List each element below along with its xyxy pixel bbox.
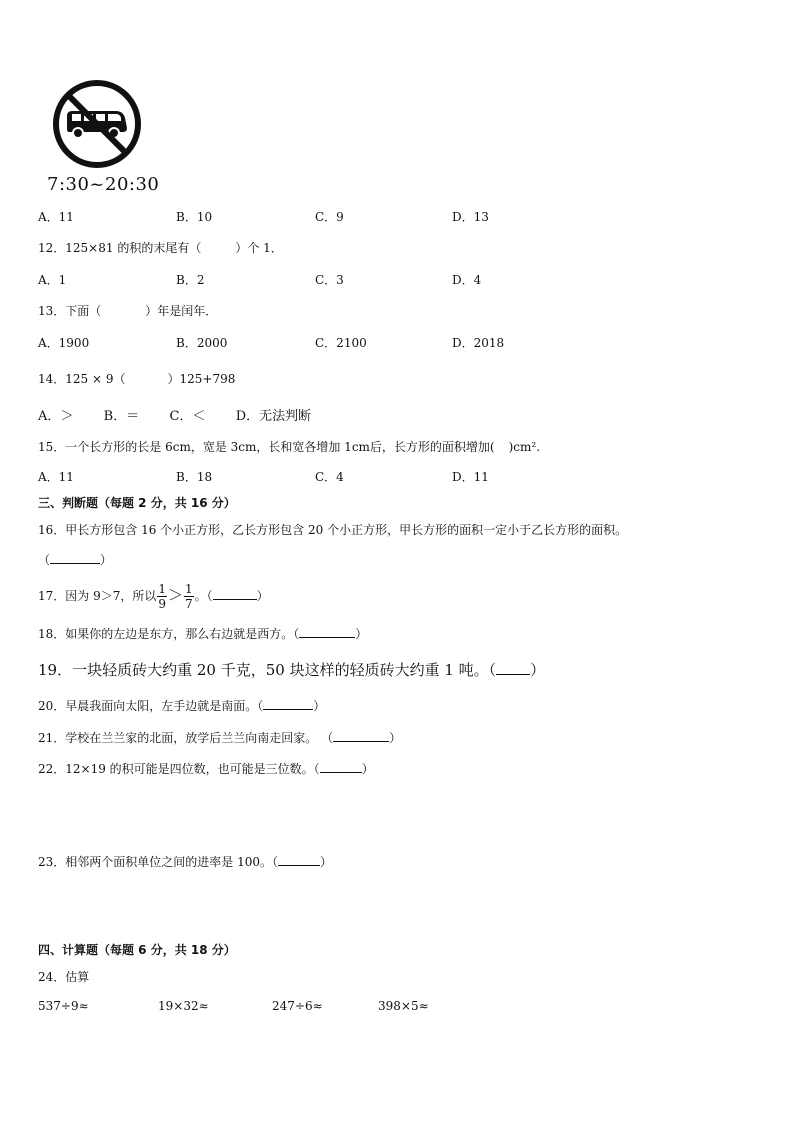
q12-stem [38,239,283,256]
q15-option-c[interactable]: C．4 [315,470,344,484]
q17-gt: ＞ [168,586,184,604]
q15-stem [38,438,540,455]
q22-before: 22．12×19 的积可能是四位数，也可能是三位数。（ [38,762,320,776]
q22-close: ） [361,762,374,776]
q23-blank[interactable] [278,853,320,866]
q21-close: ） [389,731,402,745]
q12-options [38,271,758,289]
q21-stem [38,729,401,746]
q17-frac2-num: 1 [185,582,193,596]
q17-fraction-1 [157,582,167,611]
q14-stem-before: 14．125 × 9（ [38,372,126,386]
q24-title: 24．估算 [38,970,90,984]
q11-options [38,208,758,226]
q11-option-b[interactable]: B．10 [176,210,213,224]
q23-close: ） [320,855,333,869]
q23-stem [38,853,332,870]
section-3-title: 三、判断题（每题 2 分，共 16 分） [38,496,236,510]
q18-before: 18．如果你的左边是东方，那么右边就是西方。（ [38,627,300,641]
q19-before: 19．一块轻质砖大约重 20 千克，50 块这样的轻质砖大约重 1 吨。（ [38,661,497,679]
q13-option-c[interactable]: C．2100 [315,336,367,350]
q12-stem-after: ）个 1． [235,241,283,255]
q16-answer [38,551,112,568]
q17-frac2-den: 7 [185,597,193,611]
q15-stem-after: )cm². [508,440,541,454]
q16-paren-close: ） [100,553,113,567]
q11-option-d[interactable]: D．13 [452,210,489,224]
no-bus-sign [50,80,146,175]
q20-stem [38,697,325,714]
q24-item-1[interactable]: 537÷9≈ [38,999,89,1013]
q19-close: ） [530,661,546,679]
q16-blank[interactable] [50,551,100,564]
q13-stem [38,302,217,319]
q12-option-b[interactable]: B．2 [176,273,205,287]
q14-option-d[interactable]: D．无法判断 [235,409,312,424]
q14-stem [38,370,235,387]
q22-stem [38,760,374,777]
q24-item-3[interactable]: 247÷6≈ [272,999,323,1013]
q24-item-4[interactable]: 398×5≈ [378,999,429,1013]
q17-close: ） [256,589,269,603]
q16-paren-open: （ [38,553,51,567]
q15-stem-before: 15．一个长方形的长是 6cm，宽是 3cm，长和宽各增加 1cm后，长方形的面积增加( [38,440,495,454]
q21-blank[interactable] [333,729,389,742]
q20-close: ） [313,699,326,713]
q17-before: 17．因为 9＞7，所以 [38,589,157,603]
q15-option-a[interactable]: A．11 [38,470,74,484]
q19-blank[interactable] [496,660,530,675]
q17-frac1-num: 1 [158,582,166,596]
q13-stem-before: 13．下面（ [38,304,102,318]
q13-stem-after: ）年是闰年． [145,304,218,318]
q22-blank[interactable] [320,760,362,773]
q13-option-b[interactable]: B．2000 [176,336,228,350]
q17-blank[interactable] [213,587,257,600]
q15-option-d[interactable]: D．11 [452,470,489,484]
q20-before: 20．早晨我面向太阳，左手边就是南面。（ [38,699,264,713]
q14-stem-after: ）125+798 [167,372,236,386]
q18-blank[interactable] [299,625,355,638]
q24-item-2[interactable]: 19×32≈ [158,999,209,1013]
q13-option-a[interactable]: A．1900 [38,336,90,350]
q12-stem-before: 12．125×81 的积的末尾有（ [38,241,202,255]
q15-options [38,468,758,486]
q14-option-c[interactable]: C．＜ [169,409,206,424]
q15-option-b[interactable]: B．18 [176,470,213,484]
q18-stem [38,625,367,642]
q18-close: ） [355,627,368,641]
q23-before: 23．相邻两个面积单位之间的进率是 100。（ [38,855,278,869]
q24-items [38,999,538,1017]
q17-fraction-2 [184,582,194,611]
sign-time-text: 7:30~20:30 [47,174,160,195]
q17-after: 。（ [194,589,213,603]
q20-blank[interactable] [263,697,313,710]
q11-option-a[interactable]: A．11 [38,210,74,224]
q19-stem [38,659,545,680]
section-4-title: 四、计算题（每题 6 分，共 18 分） [38,943,236,957]
q13-options [38,334,758,352]
q16-text: 16．甲长方形包含 16 个小正方形，乙长方形包含 20 个小正方形，甲长方形的面积一定小于乙长方形的面积。 [38,523,628,537]
q12-option-d[interactable]: D．4 [452,273,482,287]
q12-option-a[interactable]: A．1 [38,273,67,287]
no-bus-icon [50,80,146,172]
q14-options [38,405,311,424]
q14-option-b[interactable]: B．＝ [103,409,140,424]
q14-option-a[interactable]: A．＞ [38,409,74,424]
q17-stem [38,577,269,613]
q17-frac1-den: 9 [158,597,166,611]
q11-option-c[interactable]: C．9 [315,210,344,224]
q13-option-d[interactable]: D．2018 [452,336,505,350]
q12-option-c[interactable]: C．3 [315,273,344,287]
q21-before: 21．学校在兰兰家的北面，放学后兰兰向南走回家。 （ [38,731,334,745]
